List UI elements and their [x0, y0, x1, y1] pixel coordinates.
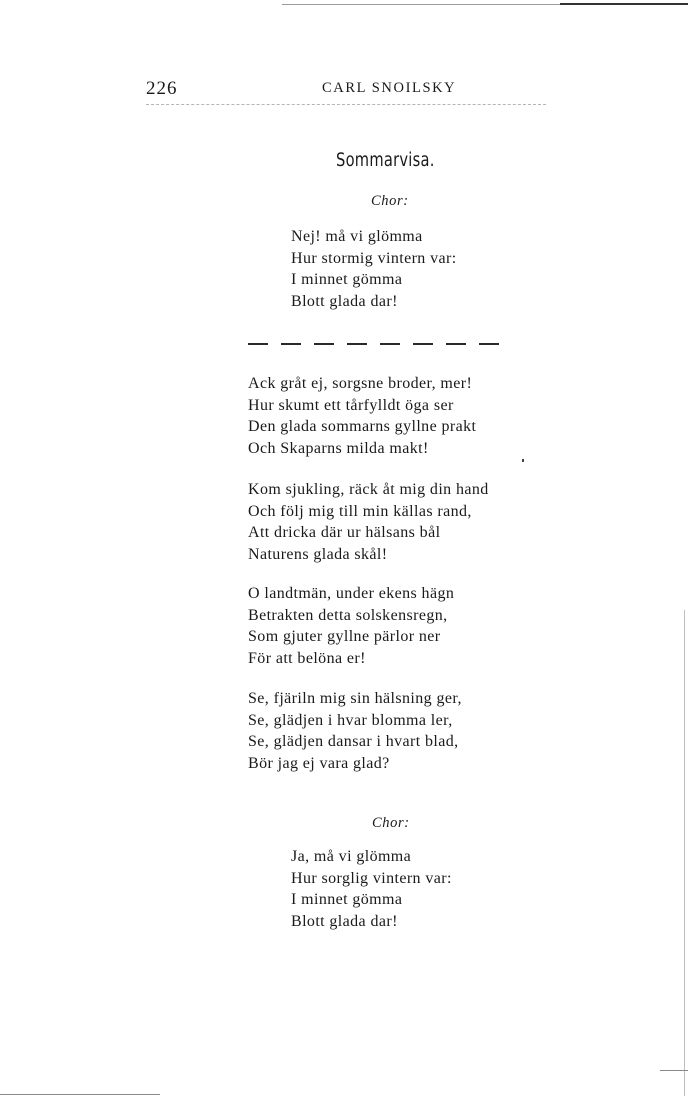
verse-line: Se, glädjen dansar i hvart blad,: [248, 733, 459, 751]
verse-line: Och följ mig till min källas rand,: [248, 502, 472, 520]
verse-line: Hur stormig vintern var:: [291, 249, 457, 267]
verse-line: Blott glada dar!: [291, 292, 398, 310]
verse-line: För att belöna er!: [248, 649, 366, 667]
header-rule: [146, 104, 546, 105]
verse-line: Se, glädjen i hvar blomma ler,: [248, 711, 453, 729]
verse-line: Ack gråt ej, sorgsne broder, mer!: [248, 375, 473, 392]
separator-dash: [446, 343, 466, 345]
verse-line: Och Skaparns milda makt!: [248, 439, 429, 457]
verse-line: O landtmän, under ekens hägn: [248, 585, 455, 602]
verse-line: Den glada sommarns gyllne prakt: [248, 418, 477, 436]
chorus-stanza-opening: [291, 226, 457, 312]
poem-title: Sommarvisa.: [336, 150, 435, 171]
separator-dash: [479, 343, 499, 345]
verse-line: Kom sjukling, räck åt mig din hand: [248, 481, 489, 498]
verse-line: Betrakten detta solskensregn,: [248, 606, 448, 624]
stanza-3: [248, 583, 454, 669]
chorus-label: Chor:: [372, 815, 410, 831]
verse-line: I minnet gömma: [291, 271, 403, 289]
verse-line: Bör jag ej vara glad?: [248, 754, 390, 772]
stanza-4: [248, 688, 462, 774]
verse-line: Blott glada dar!: [291, 912, 398, 930]
verse-line: Hur sorglig vintern var:: [291, 869, 452, 887]
verse-line: Ja, må vi glömma: [291, 848, 412, 865]
separator-dash: [413, 343, 433, 345]
chorus-label: Chor:: [371, 193, 409, 209]
verse-line: Att dricka där ur hälsans bål: [248, 524, 441, 542]
scan-edge-bottom-right: [660, 1070, 688, 1071]
separator-dash: [380, 343, 400, 345]
verse-line: Som gjuter gyllne pärlor ner: [248, 628, 441, 646]
section-separator: [248, 342, 500, 346]
scan-edge-right: [684, 610, 685, 1096]
verse-line: Nej! må vi glömma: [291, 228, 423, 245]
verse-line: Se, fjäriln mig sin hälsning ger,: [248, 690, 462, 707]
separator-dash: [347, 343, 367, 345]
scan-edge-bottom: [0, 1094, 160, 1095]
scan-edge-top-dark: [560, 3, 688, 5]
ink-speck: [522, 459, 524, 462]
verse-line: Hur skumt ett tårfylldt öga ser: [248, 396, 454, 414]
verse-line: I minnet gömma: [291, 891, 403, 909]
separator-dash: [314, 343, 334, 345]
separator-dash: [281, 343, 301, 345]
stanza-2: [248, 479, 489, 565]
verse-line: Naturens glada skål!: [248, 545, 388, 563]
separator-dash: [248, 343, 268, 345]
page-number: 226: [146, 78, 178, 99]
stanza-1: [248, 373, 476, 459]
chorus-stanza-closing: [291, 846, 452, 932]
running-head: CARL SNOILSKY: [322, 80, 457, 96]
